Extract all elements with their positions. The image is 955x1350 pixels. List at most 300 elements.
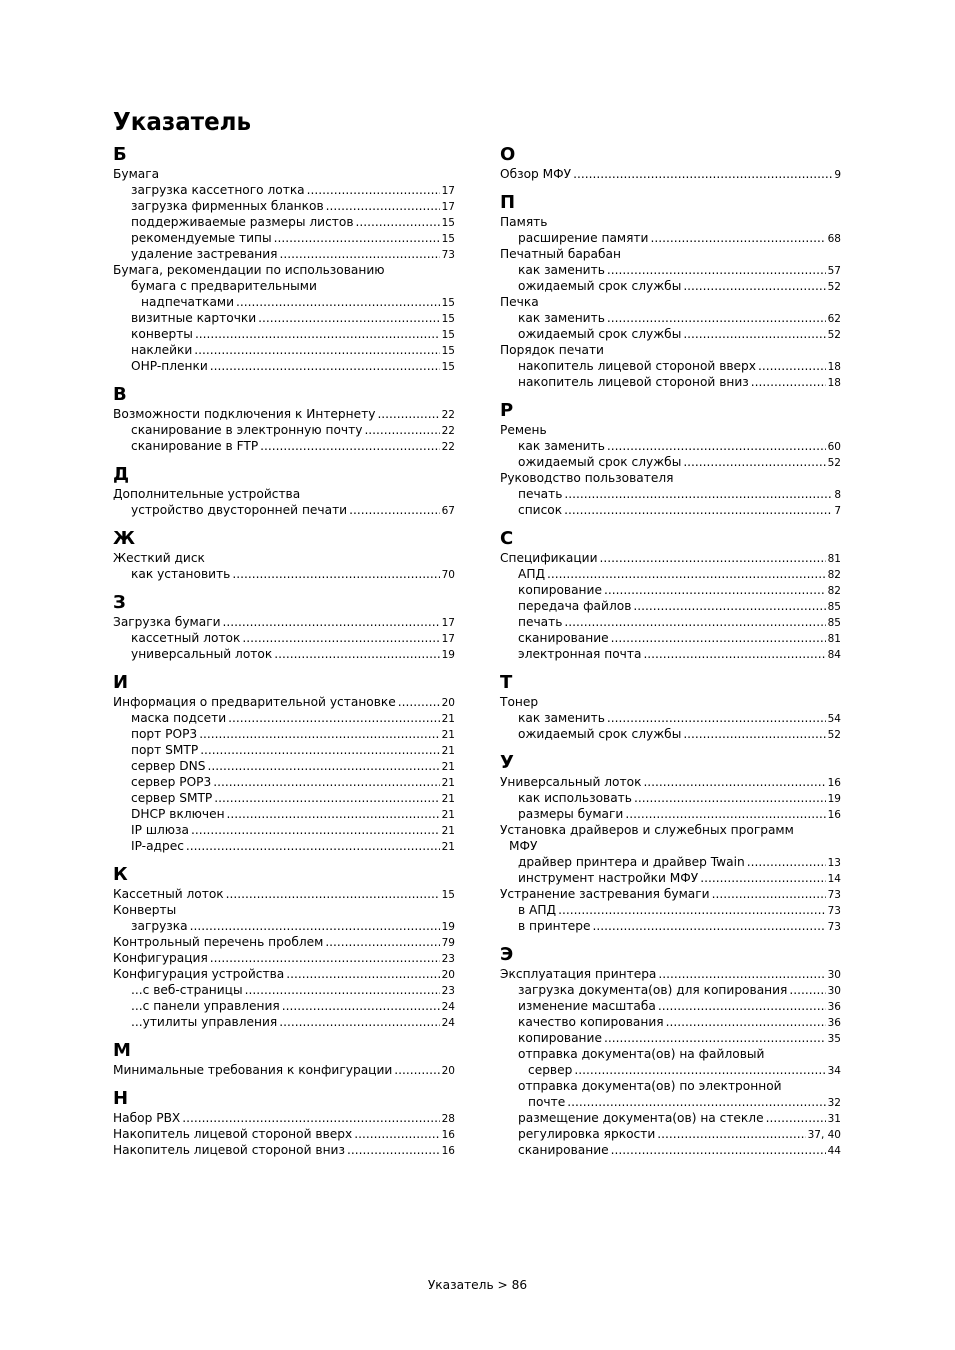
dot-leader xyxy=(223,614,440,630)
index-entry-page: 21 xyxy=(441,729,455,741)
index-entry-term: сканирование в FTP xyxy=(131,439,259,453)
index-entry xyxy=(113,1110,455,1126)
index-entry-term: как установить xyxy=(131,567,231,581)
index-entry-page: 15 xyxy=(441,217,455,229)
index-letter-heading: З xyxy=(113,592,126,613)
dot-leader xyxy=(258,310,439,326)
index-entry-page: 23 xyxy=(441,985,455,997)
index-entry-page: 20 xyxy=(441,969,455,981)
index-entry-term: Установка драйверов и служебных программ xyxy=(500,823,794,837)
index-entry-term: маска подсети xyxy=(131,711,227,725)
index-entry-page: 36 xyxy=(827,1017,841,1029)
index-entry-term: список xyxy=(518,503,563,517)
dot-leader xyxy=(236,294,440,310)
index-entry xyxy=(500,342,841,358)
index-entry-term: сканирование xyxy=(518,1143,609,1157)
index-entry-term: как заменить xyxy=(518,311,605,325)
index-entry-term: накопитель лицевой стороной вверх xyxy=(518,359,757,373)
index-entry-page: 79 xyxy=(441,937,455,949)
index-entry-term: Кассетный лоток xyxy=(113,887,224,901)
dot-leader xyxy=(558,902,826,918)
index-entry-page: 81 xyxy=(827,633,841,645)
index-entry-page: 21 xyxy=(441,761,455,773)
index-entry-page: 18 xyxy=(827,361,841,373)
dot-leader xyxy=(592,918,825,934)
dot-leader xyxy=(207,758,439,774)
index-entry-term: рекомендуемые типы xyxy=(131,231,272,245)
index-entry-page: 54 xyxy=(827,713,841,725)
index-entry-page: 73 xyxy=(827,905,841,917)
dot-leader xyxy=(607,710,826,726)
index-letter-heading: У xyxy=(500,752,514,773)
index-letter-heading: Э xyxy=(500,944,514,965)
dot-leader xyxy=(607,310,826,326)
dot-leader xyxy=(567,1094,825,1110)
dot-leader xyxy=(214,790,439,806)
dot-leader xyxy=(325,934,439,950)
index-entry-term: инструмент настройки МФУ xyxy=(518,871,699,885)
index-entry-term: визитные карточки xyxy=(131,311,257,325)
dot-leader xyxy=(347,1142,440,1158)
dot-leader xyxy=(657,1126,805,1142)
index-entry-term: как заменить xyxy=(518,263,605,277)
index-entry-term: Тонер xyxy=(500,695,539,709)
index-entry-page: 17 xyxy=(441,617,455,629)
dot-leader xyxy=(683,326,825,342)
index-entry-page: 24 xyxy=(441,1001,455,1013)
index-entry xyxy=(113,406,455,422)
index-entry-term: в принтере xyxy=(518,919,591,933)
index-entry xyxy=(113,966,455,982)
index-entry xyxy=(113,646,455,662)
index-entry-term: кассетный лоток xyxy=(131,631,241,645)
index-entry-term: сервер DNS xyxy=(131,759,206,773)
dot-leader xyxy=(398,694,440,710)
index-entry xyxy=(113,358,455,374)
index-entry-term: Контрольный перечень проблем xyxy=(113,935,324,949)
index-entry-term: поддерживаемые размеры листов xyxy=(131,215,354,229)
index-entry-term: ожидаемый срок службы xyxy=(518,727,682,741)
index-entry-term: Загрузка бумаги xyxy=(113,615,221,629)
dot-leader xyxy=(683,278,825,294)
index-entry xyxy=(500,614,841,630)
index-entry-term: наклейки xyxy=(131,343,193,357)
index-entry xyxy=(500,774,841,790)
index-entry xyxy=(113,278,455,294)
dot-leader xyxy=(260,438,439,454)
index-entry-page: 15 xyxy=(441,889,455,901)
index-entry-page: 9 xyxy=(834,169,841,181)
index-entry-term: Накопитель лицевой стороной вверх xyxy=(113,1127,353,1141)
index-entry xyxy=(500,246,841,262)
index-entry-term: качество копирования xyxy=(518,1015,664,1029)
dot-leader xyxy=(625,806,825,822)
dot-leader xyxy=(195,326,440,342)
dot-leader xyxy=(307,182,440,198)
index-entry-page: 20 xyxy=(441,697,455,709)
dot-leader xyxy=(611,1142,826,1158)
index-entry-term: устройство двусторонней печати xyxy=(131,503,348,517)
index-entry-page: 19 xyxy=(441,649,455,661)
index-entry-term: сканирование в электронную почту xyxy=(131,423,363,437)
index-entry xyxy=(500,326,841,342)
index-entry-term: ...с веб-страницы xyxy=(131,983,243,997)
index-column-right xyxy=(500,144,841,1158)
index-entry-page: 21 xyxy=(441,777,455,789)
index-entry-term: размеры бумаги xyxy=(518,807,624,821)
index-entry-page: 32 xyxy=(827,1097,841,1109)
index-entry xyxy=(500,486,841,502)
index-entry-term: надпечатками xyxy=(141,295,235,309)
index-entry xyxy=(500,374,841,390)
index-entry-page: 84 xyxy=(827,649,841,661)
index-entry-term: электронная почта xyxy=(518,647,642,661)
index-entry-term: накопитель лицевой стороной вниз xyxy=(518,375,749,389)
index-entry xyxy=(500,790,841,806)
index-entry-page: 18 xyxy=(827,377,841,389)
index-entry xyxy=(113,502,455,518)
index-entry-term: как заменить xyxy=(518,439,605,453)
dot-leader xyxy=(213,774,439,790)
index-entry-term: сканирование xyxy=(518,631,609,645)
index-entry xyxy=(500,870,841,886)
index-entry xyxy=(500,502,841,518)
index-entry-term: загрузка xyxy=(131,919,188,933)
index-entry xyxy=(113,934,455,950)
index-entry-term: передача файлов xyxy=(518,599,632,613)
dot-leader xyxy=(633,598,825,614)
index-entry xyxy=(113,1014,455,1030)
index-entry xyxy=(113,630,455,646)
index-entry xyxy=(113,758,455,774)
index-entry-term: Спецификации xyxy=(500,551,598,565)
index-entry xyxy=(500,1014,841,1030)
dot-leader xyxy=(200,742,439,758)
index-entry-page: 7 xyxy=(834,505,841,517)
index-entry xyxy=(113,246,455,262)
index-entry-page: 60 xyxy=(827,441,841,453)
index-entry xyxy=(500,1046,841,1062)
index-entry xyxy=(113,486,455,502)
dot-leader xyxy=(191,822,440,838)
index-entry xyxy=(500,310,841,326)
dot-leader xyxy=(182,1110,439,1126)
index-entry xyxy=(500,358,841,374)
index-entry xyxy=(113,262,455,278)
index-entry-term: как заменить xyxy=(518,711,605,725)
dot-leader xyxy=(286,966,439,982)
dot-leader xyxy=(354,1126,439,1142)
index-entry xyxy=(113,982,455,998)
dot-leader xyxy=(210,358,440,374)
index-letter-heading: М xyxy=(113,1040,131,1061)
index-entry xyxy=(500,630,841,646)
dot-leader xyxy=(758,358,826,374)
dot-leader xyxy=(611,630,826,646)
index-entry-page: 85 xyxy=(827,617,841,629)
index-entry-term: ...с панели управления xyxy=(131,999,280,1013)
index-entry-term: копирование xyxy=(518,583,602,597)
index-entry-page: 24 xyxy=(441,1017,455,1029)
index-entry xyxy=(113,822,455,838)
index-letter-heading: Н xyxy=(113,1088,129,1109)
index-entry xyxy=(500,726,841,742)
dot-leader xyxy=(227,806,440,822)
index-entry xyxy=(113,166,455,182)
dot-leader xyxy=(789,982,825,998)
index-entry xyxy=(113,918,455,934)
index-entry-page: 67 xyxy=(441,505,455,517)
index-entry xyxy=(113,774,455,790)
dot-leader xyxy=(573,166,832,182)
dot-leader xyxy=(604,1030,826,1046)
index-entry xyxy=(500,230,841,246)
index-entry-page: 8 xyxy=(834,489,841,501)
index-entry-term: регулировка яркости xyxy=(518,1127,656,1141)
index-entry-term: порт SMTP xyxy=(131,743,199,757)
dot-leader xyxy=(547,566,826,582)
dot-leader xyxy=(712,886,826,902)
index-entry xyxy=(113,182,455,198)
index-entry-term: Накопитель лицевой стороной вниз xyxy=(113,1143,345,1157)
dot-leader xyxy=(190,918,440,934)
index-entry-term: Конфигурация xyxy=(113,951,208,965)
index-entry xyxy=(113,902,455,918)
index-entry-term: печать xyxy=(518,615,563,629)
index-entry xyxy=(113,1062,455,1078)
index-entry-term: загрузка документа(ов) для копирования xyxy=(518,983,788,997)
index-letter-heading: В xyxy=(113,384,127,405)
index-entry xyxy=(500,854,841,870)
index-entry-page: 17 xyxy=(441,633,455,645)
dot-leader xyxy=(194,342,439,358)
index-entry-term: ожидаемый срок службы xyxy=(518,327,682,341)
index-entry-page: 16 xyxy=(441,1145,455,1157)
index-entry-page: 22 xyxy=(441,441,455,453)
index-entry-page: 13 xyxy=(827,857,841,869)
index-entry xyxy=(500,822,841,838)
index-entry-term: универсальный лоток xyxy=(131,647,273,661)
index-entry xyxy=(113,838,455,854)
index-entry xyxy=(113,422,455,438)
index-entry xyxy=(113,294,455,310)
dot-leader xyxy=(658,966,825,982)
index-entry-page: 73 xyxy=(441,249,455,261)
dot-leader xyxy=(650,230,825,246)
index-entry-page: 73 xyxy=(827,889,841,901)
index-entry xyxy=(500,694,841,710)
index-entry-page: 15 xyxy=(441,297,455,309)
index-letter-heading: Д xyxy=(113,464,130,485)
index-entry-term: изменение масштаба xyxy=(518,999,656,1013)
index-entry-page: 52 xyxy=(827,281,841,293)
index-entry-term: конверты xyxy=(131,327,193,341)
index-entry-page: 21 xyxy=(441,713,455,725)
dot-leader xyxy=(356,214,440,230)
index-entry-page: 21 xyxy=(441,841,455,853)
index-entry-page: 28 xyxy=(441,1113,455,1125)
index-entry xyxy=(500,902,841,918)
index-entry-page: 21 xyxy=(441,825,455,837)
index-entry-term: АПД xyxy=(518,567,546,581)
index-entry xyxy=(113,566,455,582)
index-entry-page: 85 xyxy=(827,601,841,613)
dot-leader xyxy=(279,1014,439,1030)
dot-leader xyxy=(607,438,826,454)
index-entry-page: 73 xyxy=(827,921,841,933)
dot-leader xyxy=(564,614,825,630)
index-entry-term: загрузка кассетного лотка xyxy=(131,183,305,197)
index-entry-term: DHCP включен xyxy=(131,807,225,821)
index-entry xyxy=(113,790,455,806)
index-entry-page: 22 xyxy=(441,425,455,437)
index-entry xyxy=(500,550,841,566)
dot-leader xyxy=(326,198,440,214)
index-entry-term: расширение памяти xyxy=(518,231,649,245)
index-entry xyxy=(113,326,455,342)
index-entry-term: Порядок печати xyxy=(500,343,604,357)
index-entry-page: 21 xyxy=(441,793,455,805)
index-entry xyxy=(500,566,841,582)
dot-leader xyxy=(199,726,439,742)
index-letter-heading: Р xyxy=(500,400,514,421)
index-entry-page: 34 xyxy=(827,1065,841,1077)
index-column-left xyxy=(113,144,455,1158)
index-entry xyxy=(500,710,841,726)
index-entry-page: 52 xyxy=(827,329,841,341)
index-entry-term: IP-адрес xyxy=(131,839,184,853)
index-entry-term: сервер POP3 xyxy=(131,775,212,789)
dot-leader xyxy=(604,582,826,598)
index-entry-page: 82 xyxy=(827,585,841,597)
dot-leader xyxy=(564,486,832,502)
index-entry-page: 19 xyxy=(827,793,841,805)
index-entry-page: 17 xyxy=(441,201,455,213)
index-entry xyxy=(113,950,455,966)
index-entry xyxy=(500,438,841,454)
index-entry-page: 15 xyxy=(441,345,455,357)
index-entry-term: Информация о предварительной установке xyxy=(113,695,396,709)
dot-leader xyxy=(226,886,440,902)
index-entry xyxy=(500,966,841,982)
index-entry-page: 15 xyxy=(441,233,455,245)
index-entry-page: 17 xyxy=(441,185,455,197)
index-entry-page: 57 xyxy=(827,265,841,277)
dot-leader xyxy=(280,246,440,262)
index-entry xyxy=(113,742,455,758)
dot-leader xyxy=(394,1062,439,1078)
index-entry-page: 44 xyxy=(827,1145,841,1157)
index-entry xyxy=(500,214,841,230)
dot-leader xyxy=(700,870,825,886)
index-entry-page: 21 xyxy=(441,745,455,757)
index-entry-term: загрузка фирменных бланков xyxy=(131,199,324,213)
index-entry-term: OHP-пленки xyxy=(131,359,208,373)
index-entry-page: 16 xyxy=(441,1129,455,1141)
index-entry-term: Конфигурация устройства xyxy=(113,967,285,981)
index-entry xyxy=(113,310,455,326)
index-entry-page: 37, 40 xyxy=(807,1129,841,1141)
index-entry xyxy=(113,230,455,246)
dot-leader xyxy=(747,854,826,870)
index-entry-page: 30 xyxy=(827,969,841,981)
index-entry xyxy=(500,1094,841,1110)
index-entry-page: 19 xyxy=(441,921,455,933)
index-entry-page: 22 xyxy=(441,409,455,421)
index-entry-term: Бумага xyxy=(113,167,160,181)
index-entry-page: 14 xyxy=(827,873,841,885)
dot-leader xyxy=(274,646,439,662)
dot-leader xyxy=(377,406,439,422)
index-entry-term: Бумага, рекомендации по использованию xyxy=(113,263,385,277)
dot-leader xyxy=(186,838,440,854)
index-entry xyxy=(500,886,841,902)
dot-leader xyxy=(666,1014,826,1030)
index-entry xyxy=(113,886,455,902)
dot-leader xyxy=(607,262,826,278)
index-letter-heading: К xyxy=(113,864,128,885)
index-entry xyxy=(113,1142,455,1158)
index-entry-term: ...утилиты управления xyxy=(131,1015,278,1029)
index-entry-page: 20 xyxy=(441,1065,455,1077)
dot-leader xyxy=(245,982,440,998)
index-entry-page: 23 xyxy=(441,953,455,965)
index-entry-term: отправка документа(ов) на файловый xyxy=(518,1047,765,1061)
index-entry-term: Возможности подключения к Интернету xyxy=(113,407,376,421)
index-entry-page: 15 xyxy=(441,361,455,373)
index-entry-page: 30 xyxy=(827,985,841,997)
index-letter-heading: П xyxy=(500,192,516,213)
dot-leader xyxy=(232,566,439,582)
index-entry-term: ожидаемый срок службы xyxy=(518,455,682,469)
index-entry-term: как использовать xyxy=(518,791,632,805)
index-entry xyxy=(113,198,455,214)
dot-leader xyxy=(751,374,826,390)
index-entry-term: Руководство пользователя xyxy=(500,471,674,485)
dot-leader xyxy=(643,646,825,662)
index-entry xyxy=(500,1110,841,1126)
dot-leader xyxy=(766,1110,826,1126)
index-entry xyxy=(113,550,455,566)
index-entry-page: 15 xyxy=(441,313,455,325)
index-entry xyxy=(500,1126,841,1142)
index-entry-term: в АПД xyxy=(518,903,557,917)
index-entry-term: бумага с предварительными xyxy=(131,279,317,293)
index-entry-term: порт POP3 xyxy=(131,727,198,741)
index-entry-page: 52 xyxy=(827,457,841,469)
index-entry-page: 21 xyxy=(441,809,455,821)
index-entry-term: копирование xyxy=(518,1031,602,1045)
index-entry xyxy=(500,262,841,278)
dot-leader xyxy=(658,998,826,1014)
index-entry-page: 70 xyxy=(441,569,455,581)
index-entry xyxy=(113,438,455,454)
index-entry-term: Печатный барабан xyxy=(500,247,621,261)
index-entry-page: 81 xyxy=(827,553,841,565)
index-entry-term: удаление застревания xyxy=(131,247,278,261)
index-entry-page: 82 xyxy=(827,569,841,581)
index-entry xyxy=(500,294,841,310)
index-entry-term: ожидаемый срок службы xyxy=(518,279,682,293)
index-entry-term: печать xyxy=(518,487,563,501)
index-entry-page: 52 xyxy=(827,729,841,741)
dot-leader xyxy=(282,998,440,1014)
index-entry xyxy=(500,998,841,1014)
index-entry xyxy=(500,806,841,822)
index-entry-term: сервер SMTP xyxy=(131,791,213,805)
index-entry-page: 15 xyxy=(441,329,455,341)
dot-leader xyxy=(364,422,439,438)
